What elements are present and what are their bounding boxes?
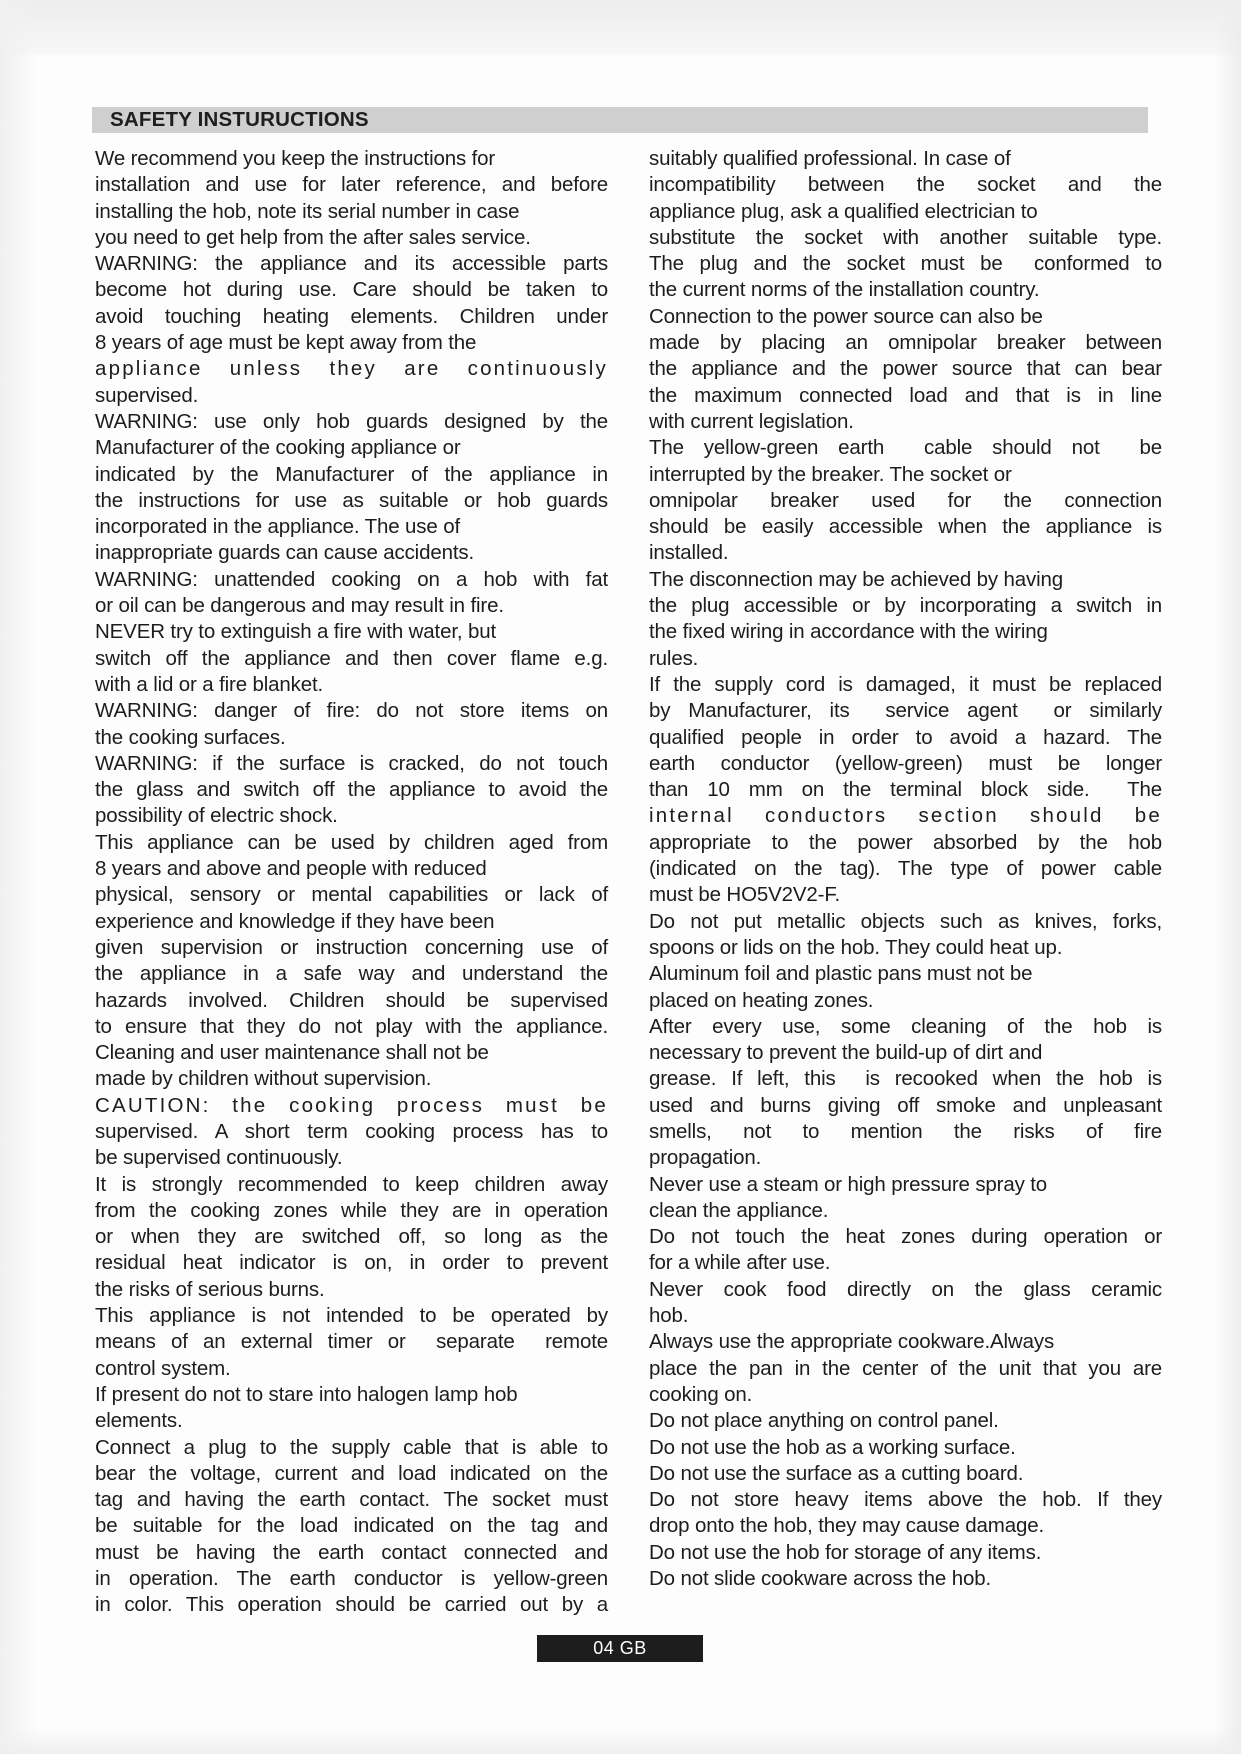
text-line: be suitable for the load indicated on the tag and — [95, 1514, 608, 1538]
text-line: WARNING: use only hob guards designed by the — [95, 409, 608, 433]
text-line: physical, sensory or mental capabilities or lack of — [95, 883, 608, 907]
text-line: to ensure that they do not play with the appliance. — [95, 1014, 608, 1038]
text-line: inappropriate guards can cause accidents. — [95, 541, 475, 565]
text-line: The disconnection may be achieved by having — [649, 567, 1064, 591]
text-line: appliance unless they are continuously — [95, 357, 608, 381]
text-line: Cleaning and user maintenance shall not be — [95, 1041, 489, 1065]
text-line: elements. — [95, 1409, 183, 1433]
text-line: appropriate to the power absorbed by the hob — [649, 830, 1162, 854]
text-line: The yellow-green earth cable should not be — [649, 436, 1162, 460]
text-line: hazards involved. Children should be supervised — [95, 988, 608, 1012]
text-line: or oil can be dangerous and may result in fire. — [95, 594, 504, 618]
text-line: the appliance and the power source that can bear — [649, 357, 1162, 381]
text-line: Aluminum foil and plastic pans must not be — [649, 962, 1033, 986]
text-line: Do not slide cookware across the hob. — [649, 1567, 991, 1591]
text-line: supervised. — [95, 383, 199, 407]
text-line: switch off the appliance and then cover flame e.g. — [95, 646, 608, 670]
text-line: 8 years and above and people with reduced — [95, 857, 487, 881]
text-line: be supervised continuously. — [95, 1146, 343, 1170]
text-line: tag and having the earth contact. The socket must — [95, 1488, 608, 1512]
text-line: clean the appliance. — [649, 1198, 829, 1222]
text-line: the appliance in a safe way and understand the — [95, 962, 608, 986]
text-line: grease. If left, this is recooked when the hob is — [649, 1067, 1162, 1091]
text-line: Connect a plug to the supply cable that is able to — [95, 1435, 608, 1459]
section-header-bar — [92, 107, 1148, 133]
text-line: installing the hob, note its serial number in case — [95, 199, 520, 223]
text-line: by Manufacturer, its service agent or similarly — [649, 699, 1162, 723]
text-line: WARNING: if the surface is cracked, do not touch — [95, 751, 608, 775]
text-line: become hot during use. Care should be taken to — [95, 278, 608, 302]
scan-edge-left — [0, 0, 38, 1754]
text-line: supervised. A short term cooking process has to — [95, 1119, 608, 1143]
text-line: The plug and the socket must be conformed to — [649, 252, 1162, 276]
text-line: WARNING: danger of fire: do not store items on — [95, 699, 608, 723]
text-line: Never cook food directly on the glass ceramic — [649, 1277, 1162, 1301]
text-line: with current legislation. — [649, 409, 854, 433]
text-line: avoid touching heating elements. Children under — [95, 304, 608, 328]
text-line: drop onto the hob, they may cause damage. — [649, 1514, 1045, 1538]
text-line: Connection to the power source can also be — [649, 304, 1043, 328]
page-number-badge — [537, 1635, 703, 1662]
scan-edge-top — [0, 0, 1241, 55]
text-line: CAUTION: the cooking process must be — [95, 1093, 608, 1117]
text-line: the fixed wiring in accordance with the wiring — [649, 620, 1048, 644]
text-line: We recommend you keep the instructions for — [95, 147, 496, 170]
text-line: rules. — [649, 646, 699, 670]
text-line: with a lid or a fire blanket. — [95, 672, 324, 696]
left-column — [95, 146, 608, 1619]
text-line: must be HO5V2V2-F. — [649, 883, 840, 907]
text-line: NEVER try to extinguish a fire with water, but — [95, 620, 496, 644]
text-line: residual heat indicator is on, in order to prevent — [95, 1251, 608, 1275]
text-line: internal conductors section should be — [649, 804, 1162, 828]
text-line: 8 years of age must be kept away from the — [95, 331, 477, 355]
text-line: than 10 mm on the terminal block side. The — [649, 778, 1162, 802]
text-line: experience and knowledge if they have been — [95, 909, 495, 933]
text-line: installation and use for later reference, and before — [95, 173, 608, 197]
text-line: This appliance is not intended to be operated by — [95, 1304, 608, 1328]
text-line: you need to get help from the after sales service. — [95, 225, 531, 249]
scan-edge-bottom — [0, 1728, 1241, 1754]
text-line: placed on heating zones. — [649, 988, 874, 1012]
page-number-label: 04 GB — [593, 1638, 647, 1658]
text-line: the maximum connected load and that is in line — [649, 383, 1162, 407]
text-line: installed. — [649, 541, 729, 565]
text-line: Do not put metallic objects such as knives, forks, — [649, 909, 1162, 933]
text-line: Do not use the surface as a cutting board. — [649, 1461, 1024, 1485]
text-line: place the pan in the center of the unit that you are — [649, 1356, 1162, 1380]
text-line: Manufacturer of the cooking appliance or — [95, 436, 461, 460]
text-line: for a while after use. — [649, 1251, 831, 1275]
text-line: made by placing an omnipolar breaker between — [649, 331, 1162, 355]
text-line: Never use a steam or high pressure spray to — [649, 1172, 1048, 1196]
text-line: Always use the appropriate cookware.Always — [649, 1330, 1055, 1354]
text-line: the glass and switch off the appliance to avoid the — [95, 778, 608, 802]
text-line: smells, not to mention the risks of fire — [649, 1119, 1162, 1143]
text-line: If present do not to stare into halogen lamp hob — [95, 1382, 518, 1406]
text-line: This appliance can be used by children aged from — [95, 830, 608, 854]
text-line: the current norms of the installation country. — [649, 278, 1040, 302]
text-line: or when they are switched off, so long as the — [95, 1225, 608, 1249]
text-line: substitute the socket with another suitable type. — [649, 225, 1162, 249]
text-line: Do not store heavy items above the hob. If they — [649, 1488, 1162, 1512]
text-line: interrupted by the breaker. The socket or — [649, 462, 1012, 486]
text-line: the risks of serious burns. — [95, 1277, 325, 1301]
text-line: given supervision or instruction concerning use of — [95, 935, 608, 959]
text-line: earth conductor (yellow-green) must be longer — [649, 751, 1162, 775]
text-line: in operation. The earth conductor is yellow-green — [95, 1567, 608, 1591]
text-line: Do not place anything on control panel. — [649, 1409, 999, 1433]
text-line: omnipolar breaker used for the connection — [649, 488, 1162, 512]
text-line: cooking on. — [649, 1382, 753, 1406]
text-line: It is strongly recommended to keep children away — [95, 1172, 608, 1196]
text-line: necessary to prevent the build-up of dirt and — [649, 1041, 1043, 1065]
text-line: qualified people in order to avoid a hazard. The — [649, 725, 1162, 749]
text-line: suitably qualified professional. In case of — [649, 147, 1011, 170]
text-line: used and burns giving off smoke and unpleasant — [649, 1093, 1162, 1117]
page-title: SAFETY INSTURUCTIONS — [110, 108, 369, 131]
text-line: appliance plug, ask a qualified electrician to — [649, 199, 1038, 223]
text-line: After every use, some cleaning of the hob is — [649, 1014, 1162, 1038]
text-line: spoons or lids on the hob. They could heat up. — [649, 935, 1063, 959]
text-line: should be easily accessible when the appliance is — [649, 515, 1162, 539]
text-line: control system. — [95, 1356, 231, 1380]
text-line: the plug accessible or by incorporating a switch in — [649, 594, 1162, 618]
text-line: Do not touch the heat zones during operation or — [649, 1225, 1162, 1249]
text-line: If the supply cord is damaged, it must be replaced — [649, 672, 1162, 696]
text-line: propagation. — [649, 1146, 762, 1170]
text-line: WARNING: the appliance and its accessible parts — [95, 252, 608, 276]
text-line: the instructions for use as suitable or hob guards — [95, 488, 608, 512]
text-line: Do not use the hob as a working surface. — [649, 1435, 1016, 1459]
text-line: incompatibility between the socket and the — [649, 173, 1162, 197]
text-line: the cooking surfaces. — [95, 725, 286, 749]
text-line: bear the voltage, current and load indicated on the — [95, 1461, 608, 1485]
text-line: WARNING: unattended cooking on a hob with fat — [95, 567, 608, 591]
text-line: possibility of electric shock. — [95, 804, 338, 828]
text-line: (indicated on the tag). The type of power cable — [649, 857, 1162, 881]
right-column — [649, 146, 1162, 1592]
text-line: means of an external timer or separate remote — [95, 1330, 608, 1354]
text-line: must be having the earth contact connected and — [95, 1540, 608, 1564]
text-line: made by children without supervision. — [95, 1067, 432, 1091]
text-line: in color. This operation should be carried out by a — [95, 1593, 608, 1617]
text-line: indicated by the Manufacturer of the appliance in — [95, 462, 608, 486]
text-line: Do not use the hob for storage of any items. — [649, 1540, 1042, 1564]
text-line: from the cooking zones while they are in operation — [95, 1198, 608, 1222]
text-line: incorporated in the appliance. The use of — [95, 515, 461, 539]
text-line: hob. — [649, 1304, 689, 1328]
scan-edge-right — [1213, 0, 1241, 1754]
